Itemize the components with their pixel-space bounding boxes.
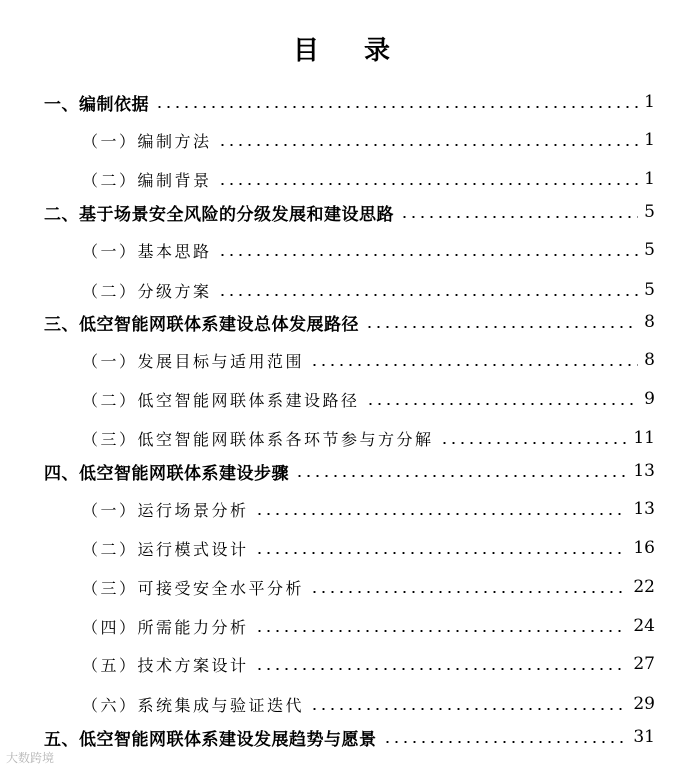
toc-entry-label: （一）基本思路 — [82, 241, 212, 261]
dot-leader — [366, 403, 639, 405]
dot-leader — [400, 216, 638, 218]
dot-leader — [255, 630, 628, 632]
toc-entry-page: 13 — [633, 461, 655, 481]
toc-entry-label: （六）系统集成与验证迭代 — [82, 695, 305, 715]
toc-entry[interactable] — [0, 238, 683, 262]
toc-entry-label: （三）可接受安全水平分析 — [82, 578, 305, 598]
toc-entry-label: 三、低空智能网联体系建设总体发展路径 — [44, 314, 359, 335]
toc-entry-label: （四）所需能力分析 — [82, 617, 249, 637]
toc-entry-page: 29 — [633, 694, 655, 714]
toc-entry-label: 五、低空智能网联体系建设发展趋势与愿景 — [44, 729, 377, 750]
toc-entry-page: 16 — [633, 538, 655, 558]
toc-entry[interactable] — [0, 167, 683, 191]
dot-leader — [218, 294, 639, 296]
toc-entry-label: （三）低空智能网联体系各环节参与方分解 — [82, 429, 434, 449]
toc-entry-page: 1 — [644, 169, 655, 189]
dot-leader — [310, 364, 638, 366]
toc-entry-page: 27 — [633, 654, 655, 674]
toc-entry[interactable] — [0, 614, 683, 638]
dot-leader — [310, 708, 627, 710]
dot-leader — [365, 326, 638, 328]
dot-leader — [255, 552, 628, 554]
toc-entry-page: 5 — [644, 280, 655, 300]
toc-entry-page: 13 — [633, 499, 655, 519]
toc-entry-page: 5 — [644, 202, 655, 222]
dot-leader — [255, 668, 628, 670]
dot-leader — [383, 741, 628, 743]
toc-entry-label: （五）技术方案设计 — [82, 655, 249, 675]
toc-entry-label: 一、编制依据 — [44, 94, 149, 115]
toc-entry[interactable] — [0, 348, 683, 372]
toc-entry[interactable] — [0, 387, 683, 411]
toc-entry[interactable] — [0, 652, 683, 676]
toc-entry-label: （二）编制背景 — [82, 170, 212, 190]
toc-entry-label: （一）编制方法 — [82, 131, 212, 151]
dot-leader — [310, 591, 627, 593]
toc-entry[interactable] — [0, 278, 683, 302]
toc-entry-page: 1 — [644, 92, 655, 112]
toc-entry-label: （一）运行场景分析 — [82, 500, 249, 520]
toc-entry-label: （二）分级方案 — [82, 281, 212, 301]
dot-leader — [295, 475, 627, 477]
dot-leader — [155, 106, 638, 108]
toc-entry[interactable] — [0, 90, 683, 114]
toc-entry[interactable] — [0, 536, 683, 560]
toc-entry[interactable] — [0, 128, 683, 152]
toc-entry-page: 5 — [644, 240, 655, 260]
watermark: 大数跨境 — [6, 751, 55, 765]
toc-entry-page: 9 — [644, 389, 655, 409]
toc-entry[interactable] — [0, 725, 683, 749]
toc-entry-label: 二、基于场景安全风险的分级发展和建设思路 — [44, 204, 394, 225]
toc-entry-page: 8 — [644, 312, 655, 332]
toc-entry[interactable] — [0, 692, 683, 716]
toc-entry[interactable] — [0, 459, 683, 483]
toc-entry-page: 11 — [633, 428, 655, 448]
toc-entry[interactable] — [0, 575, 683, 599]
toc-entry-label: （二）低空智能网联体系建设路径 — [82, 390, 360, 410]
dot-leader — [440, 442, 628, 444]
toc-entry-label: 四、低空智能网联体系建设步骤 — [44, 463, 289, 484]
toc-entry-page: 22 — [633, 577, 655, 597]
toc-entry-page: 8 — [644, 350, 655, 370]
toc-entry-page: 1 — [644, 130, 655, 150]
dot-leader — [218, 254, 639, 256]
dot-leader — [255, 513, 628, 515]
toc-entry[interactable] — [0, 200, 683, 224]
toc-entry[interactable] — [0, 310, 683, 334]
toc-entry[interactable] — [0, 426, 683, 450]
dot-leader — [218, 183, 639, 185]
page-title: 目 录 — [292, 36, 409, 66]
toc-entry-label: （一）发展目标与适用范围 — [82, 351, 305, 371]
toc-entry-page: 31 — [633, 727, 655, 747]
toc-entry[interactable] — [0, 497, 683, 521]
toc-entry-label: （二）运行模式设计 — [82, 539, 249, 559]
dot-leader — [218, 144, 639, 146]
toc-entry-page: 24 — [633, 616, 655, 636]
